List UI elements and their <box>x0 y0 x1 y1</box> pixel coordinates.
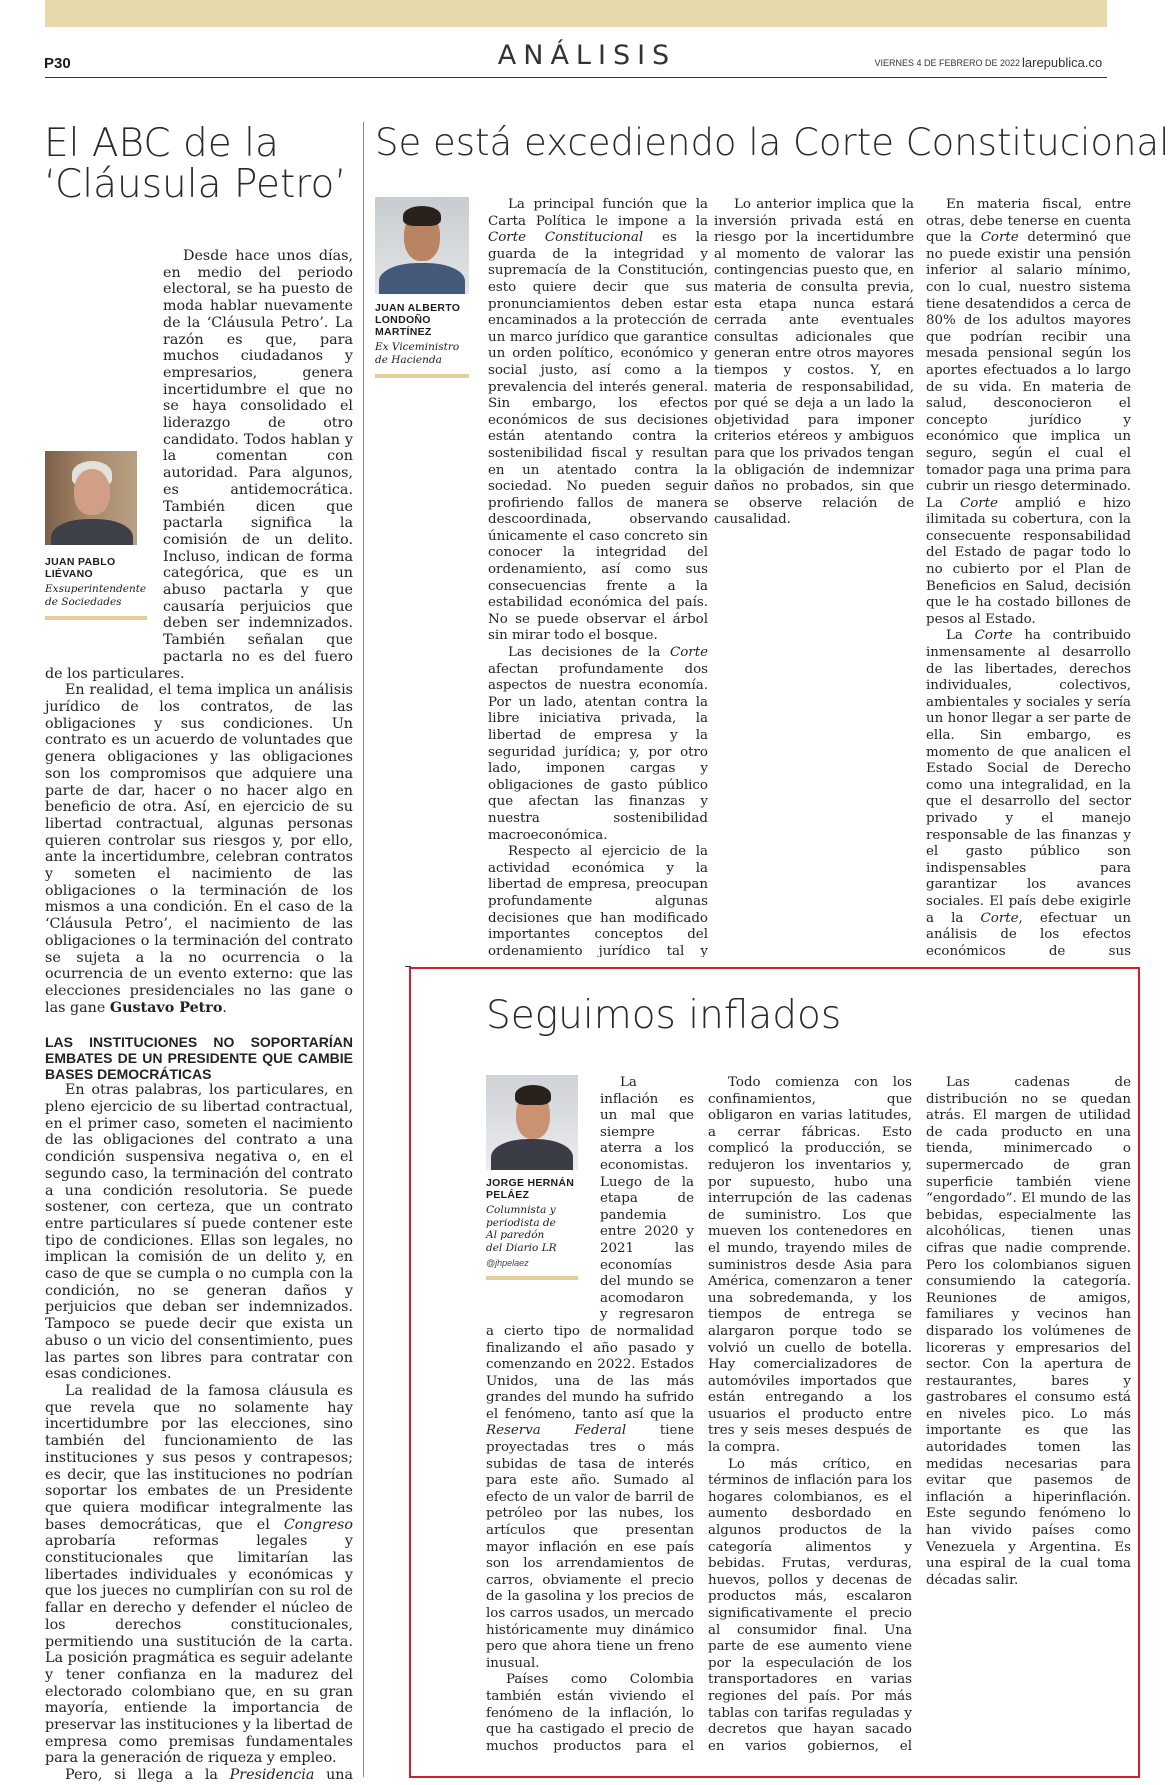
author-role: Exsuperintendente de Sociedades <box>45 583 147 608</box>
paragraph: En realidad, el tema implica un análisis jurídico de los contratos, de las obligaciones y sus condiciones. Un contrato es un acuerdo de voluntades que genera obligaciones y las obligaciones son los compromisos que adquiere una parte de dar, hacer o no hacer algo en beneficio de otra. Así, en ejercicio de su libertad contractual, algunas personas quieren controlar sus riesgos y, por ello, ante la incertidumbre, celebran contratos y someten el nacimiento de las obligaciones o la terminación de los mismos a una condición. En el caso de la ‘Cláusula Petro’, el nacimiento de las obligaciones o la terminación del contrato se sujeta a la no ocurrencia o la ocurrencia de un evento externo: que las elecciones presidenciales no las gane o las gane Gustavo Petro. <box>45 682 353 1016</box>
paragraph: La inflación es un mal que siempre aterra a los economistas. Luego de la etapa de pandemia entre 2020 y 2021 las economías del mundo se acomodaron y regresaron a cierto tipo de normalidad finalizando el año pasado y comenzando en 2022. Estados Unidos, una de las más grandes del mundo ha sufrido el fenómeno, tanto así que la Reserva Federal tiene proyectadas tres o más subidas de tasa de interés para este año. Sumado al efecto de un valor de barril de petróleo por las nubes, los artículos que presentan mayor inflación en ese país son los arrendamientos de carros, obviamente el precio de la gasolina y los precios de los carros usados, un mercado históricamente muy dinámico pero que ahora tiene un freno inusual. <box>486 1075 694 1671</box>
article2-column-1 <box>488 197 708 957</box>
paragraph: Países como Colombia también están viviendo el fenómeno de la inflación, lo que ha castigado el precio de muchos productos para el <box>486 1672 694 1754</box>
page-number: P30 <box>44 55 71 72</box>
author-name: LONDOÑO <box>375 314 431 326</box>
author-handle[interactable]: @jhpelaez <box>486 1258 529 1268</box>
site-name[interactable]: larepublica.co <box>1022 55 1103 70</box>
photo-wrap-spacer <box>486 1075 600 1313</box>
author-role: Columnista y periodista de Al paredón del Diario LR <box>486 1204 557 1254</box>
paragraph: La principal función que la Carta Política le impone a la Corte Constitucional es la guarda de la integridad y supremacía de la Constitución, esto quiere decir que sus pronunciamientos deben estar encaminados a la protección de un marco jurídico que garantice un orden político, económico y social justo, así como a la prevalencia del interés general. Sin embargo, los efectos económicos de sus decisiones están atentando contra la sostenibilidad fiscal y resultan en un atentado contra la sociedad. No pueden seguir profiriendo fallos de manera descoordinada, observando únicamente el caso concreto sin conocer la integridad del ordenamiento, así como sus consecuencias frente a la estabilidad económica del país. No se puede observar el árbol sin mirar todo el bosque. <box>488 197 708 644</box>
paragraph: La Corte ha contribuido inmensamente al desarrollo de las libertades, derechos individuales, colectivos, ambientales y sociales y sería un honor llegar a ser parte de ella. Sin embargo, es momento de que analicen el Estado Social de Derecho como una integralidad, en la que el desarrollo del sector privado y el manejo responsable de las finanzas y el gasto público son indispensables para garantizar los avances sociales. El país debe exigirle a la Corte, efectuar un análisis de los efectos económicos de sus <box>926 628 1131 957</box>
paragraph: En materia fiscal, entre otras, debe tenerse en cuenta que la Corte determinó que no puede existir una pensión inferior al salario mínimo, con lo cual, nuestro sistema tiene desatendidos a cerca de 80% de los adultos mayores que podrían recibir una mesada pensional según los aportes efectuados a lo largo de su vida. En materia de salud, desconocieron el concepto jurídico y económico que implica un seguro, según el cual el tomador paga una prima para cubrir un riesgo determinado. La Corte amplió e hizo ilimitada su cobertura, con la consecuente responsabilidad del Estado de pagar todo lo no cubierto por el Plan de Beneficios en Salud, decisión que le ha costado billones de pesos al Estado. <box>926 197 1131 627</box>
paragraph: Pero, si llega a la Presidencia una <box>65 1767 354 1784</box>
article2-column-3 <box>926 197 1131 957</box>
author-byline-juan-alberto <box>375 302 481 378</box>
paragraph: En otras palabras, los particulares, en pleno ejercicio de su libertad contractual, en el primer caso, someten el nacimiento de las obligaciones del contrato a una condición suspensiva negativa o, en el segundo caso, la terminación del contrato a una condición resolutoria. Se puede sostener, con certeza, que un contrato entre particulares sí puede contener este tipo de condiciones. Ellas son legales, no implican la comisión de un delito y, en caso de que se cumpla o no cumpla con la condición, no se generan daños y perjuicios que deban ser indemnizados. Tampoco se puede decir que exista un abuso o un vicio del consentimiento, pues las partes son libres para contratar con esas condiciones. <box>45 1082 353 1383</box>
paragraph: Lo más crítico, en términos de inflación para los hogares colombianos, es el aumento desbordado en algunos productos de la categoría alimentos y bebidas. Frutas, verduras, huevos, pollos y decenas de productos más, escalaron significativamente el precio al consumidor final. Una parte de ese aumento viene por la especulación de los transportadores en varias regiones del país. Por más tablas con tarifas reguladas y decretos que hayan sacado en varios gobiernos, el <box>708 1456 912 1754</box>
header-accent-bar <box>45 0 1107 27</box>
article2-column-2 <box>714 197 914 957</box>
paragraph: Todo comienza con los confinamientos, que obligaron en varias latitudes, a cerrar fábricas. Esto complicó la producción, se redujeron los inventarios y, por supuesto, hubo una interrupción de las cadenas de suministro. Los que mueven los contenedores en el mundo, trayendo miles de suministros desde Asia para América, comenzaron a tener una sobredemanda, y los tiempos de entrega se alargaron porque todo se volvió un cuello de botella. Hay comercializadores de automóviles importados que están entregando a los usuarios el producto entre tres y seis meses después de la compra. <box>708 1075 912 1456</box>
paragraph: La realidad de la famosa cláusula es que revela que no solamente hay incertidumbre por las elecciones, sino también del funcionamiento de las instituciones y sus pesos y contrapesos; es decir, que las instituciones no podrían soportar los embates de un Presidente que quiera modificar integralmente las bases democráticas, que el Congreso aprobaría reformas legales y constitucionales que limitarían las libertades individuales y económicas y que los jueces no cumplirían con su rol de fallar en derecho y defender el núcleo de los derechos constitucionales, permitiendo una sustitución de la carta. La posición pragmática es seguir adelante y tener confianza en la madurez del electorado colombiano que, en su gran mayoría, entiende la importancia de preservar las instituciones y la libertad de empresa como premisas fundamentales para la generación de riqueza y empleo. <box>45 1383 353 1767</box>
paragraph: Desde hace unos días, en medio del periodo electoral, se ha puesto de moda hablar nuevamente de la ‘Cláusula Petro’. La razón es que, para muchos ciudadanos y empresarios, genera incertidumbre el que no se haya consolidado el liderazgo de otro candidato. Todos hablan y la comentan con autoridad. Para algunos, es antidemocrática. También dicen que pactarla significa la comisión de un delito. Incluso, indican de forma categórica, que es un abuso pactarla y que causaría perjuicios que deben ser indemnizados. También señalan que pactarla no es del fuero de los particulares. <box>45 248 353 682</box>
paragraph: Las decisiones de la Corte afectan profundamente dos aspectos de nuestra economía. Por un lado, atentan contra la libre iniciativa privada, la libertad de empresa y la seguridad jurídica; y, por otro lado, imponen cargas y obligaciones de gasto público que afectan las finanzas y nuestra sostenibilidad macroeconómica. <box>488 645 708 843</box>
article3-column-1 <box>486 1075 694 1755</box>
author-photo-juan-alberto <box>375 197 469 294</box>
bold-name: Gustavo Petro <box>109 999 223 1016</box>
photo-wrap-spacer <box>45 453 163 665</box>
article3-column-2 <box>708 1075 912 1755</box>
header-rule <box>45 77 1107 78</box>
paragraph: Lo anterior implica que la inversión privada está en riesgo por la incertidumbre al momento de valorar las contingencias puesto que, en materia de consulta previa, esta etapa nunca estará cerrada ante eventuales consultas adicionales que generan entre otros mayores tiempos y costos. Y, en materia de responsabilidad, por qué se deja a un lado la objetividad para imponer criterios etéreos y ambiguos para que los privados tengan la obligación de indemnizar daños no probados, sin que se observe relación de causalidad. <box>714 197 914 528</box>
author-name: JUAN PABLO <box>45 556 116 568</box>
byline-accent-bar <box>375 374 469 378</box>
section-title: ANÁLISIS <box>497 40 677 71</box>
article1-subhead: LAS INSTITUCIONES NO SOPORTARÍAN EMBATES DE UN PRESIDENTE QUE CAMBIE BASES DEMOCRÁTICAS <box>45 1034 353 1083</box>
article1-headline: El ABC de la ‘Cláusula Petro’ <box>44 121 347 207</box>
paragraph: Las cadenas de distribución no se quedan atrás. El margen de utilidad de cada producto en una tienda, minimercado o supermercado de gran superficie también viene “engordado”. El mundo de las bebidas, especialmente las alcohólicas, tienen unas cifras que nadie comprende. Pero los colombianos siguen consumiendo la categoría. Reuniones de amigos, familiares y vecinos han disparado los volúmenes de licoreras y empresarios del sector. Con la apertura de restaurantes, bares y gastrobares el consumo está en niveles pico. Lo más importante es que las autoridades tomen las medidas necesarias para evitar que pasemos de inflación a hiperinflación. Este segundo fenómeno lo han vivido países como Venezuela y Argentina. Es una espiral de la cual toma décadas salir. <box>926 1075 1131 1588</box>
article3-column-3 <box>926 1075 1131 1755</box>
author-name: JUAN ALBERTO <box>375 302 461 314</box>
article3-headline: Seguimos inflados <box>486 993 842 1038</box>
column-separator <box>363 122 364 1777</box>
author-name: LIÉVANO <box>45 568 93 580</box>
article1-body <box>45 248 353 1785</box>
author-role: Ex Viceministro de Hacienda <box>375 341 460 366</box>
author-name: JORGE HERNÁN <box>486 1177 575 1189</box>
paragraph: Respecto al ejercicio de la actividad económica y la libertad de empresa, preocupan profundamente algunas decisiones que han modificado importantes conceptos del ordenamiento jurídico tal y <box>488 844 708 957</box>
issue-date: VIERNES 4 DE FEBRERO DE 2022 <box>874 58 1020 68</box>
author-name: PELÁEZ <box>486 1189 530 1201</box>
author-name: MARTÍNEZ <box>375 326 432 338</box>
article2-headline: Se está excediendo la Corte Constitucional <box>375 121 1170 164</box>
